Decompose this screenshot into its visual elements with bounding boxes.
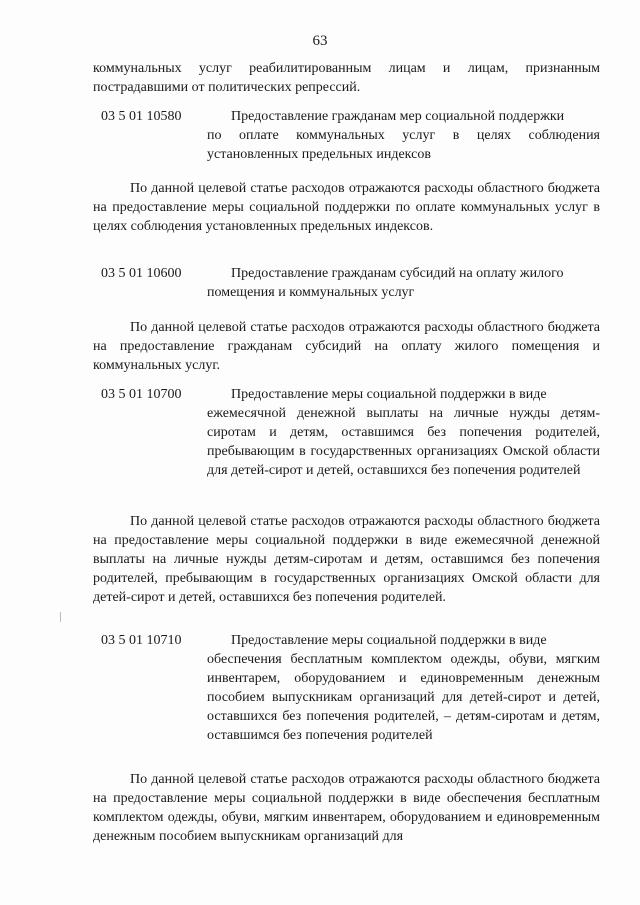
intro-continuation-paragraph: коммунальных услуг реабилитированным лицам и лицам, признанным пострадавшими от политических репрессий. — [93, 61, 600, 95]
section-description: По данной целевой статье расходов отражаются расходы областного бюджета на предоставление меры социальной поддержки в виде обеспечения бесплатным комплектом одежды, обуви, мягким инвентарем, оборудованием и единовременным денежным пособием выпускникам организаций для — [93, 772, 600, 844]
section-title — [207, 107, 600, 164]
section-title-rest: ежемесячной денежной выплаты на личные нужды детям-сиротам и детям, оставшимся без попечения родителей, пребывающим в государственных организациях Омской области для детей-сирот и детей, оставшихся без попечения родителей — [207, 406, 600, 478]
section-code: 03 5 01 10580 — [101, 109, 182, 124]
section-title — [207, 631, 600, 745]
section-code: 03 5 01 10710 — [101, 633, 182, 648]
section-title-rest: по оплате коммунальных услуг в целях соблюдения установленных предельных индексов — [207, 128, 600, 162]
section-description: По данной целевой статье расходов отражаются расходы областного бюджета на предоставление меры социальной поддержки в виде ежемесячной денежной выплаты на личные нужды детям-сиротам и детям, оставшимся без попечения родителей, пребывающим в государственных организациях Омской области для детей-сирот и детей, оставшихся без попечения родителей. — [93, 514, 600, 605]
scan-artifact — [60, 612, 61, 622]
section-description: По данной целевой статье расходов отражаются расходы областного бюджета на предоставление гражданам субсидий на оплату жилого помещения и коммунальных услуг. — [93, 320, 600, 373]
section-code: 03 5 01 10700 — [101, 387, 182, 402]
section-title — [207, 264, 600, 302]
section-title — [207, 385, 600, 480]
section-title-first-line: Предоставление меры социальной поддержки в виде — [231, 633, 547, 648]
section-title-first-line: Предоставление меры социальной поддержки в виде — [231, 387, 547, 402]
page-number: 63 — [312, 33, 328, 49]
section-code: 03 5 01 10600 — [101, 266, 182, 281]
section-description: По данной целевой статье расходов отражаются расходы областного бюджета на предоставление меры социальной поддержки по оплате коммунальных услуг в целях соблюдения установленных предельных индексов. — [93, 181, 600, 234]
section-title-first-line: Предоставление гражданам мер социальной поддержки — [231, 109, 565, 124]
section-title-first-line: Предоставление гражданам субсидий на оплату жилого — [231, 266, 564, 281]
section-title-rest: обеспечения бесплатным комплектом одежды, обуви, мягким инвентарем, оборудованием и единовременным денежным пособием выпускникам организаций для детей-сирот и детей, оставшихся без попечения родителей, – детям-сиротам и детям, оставшимся без попечения родителей — [207, 652, 600, 743]
section-title-rest: помещения и коммунальных услуг — [207, 285, 415, 300]
